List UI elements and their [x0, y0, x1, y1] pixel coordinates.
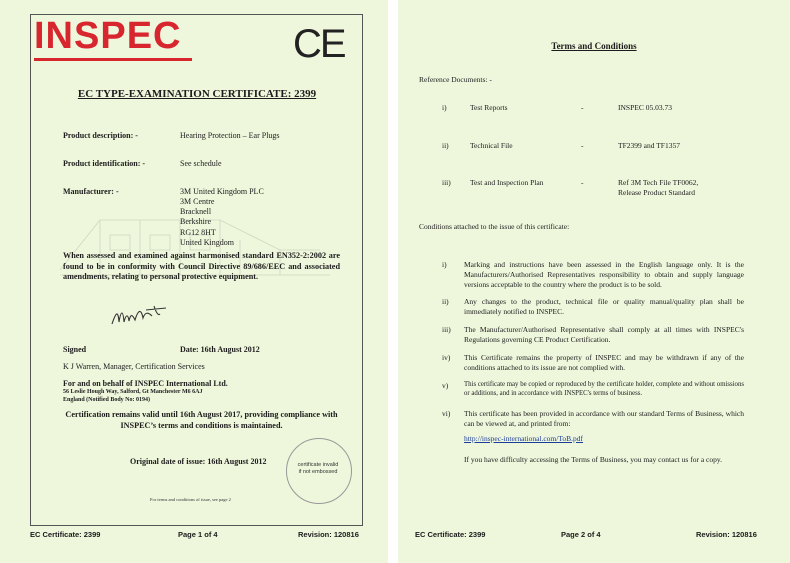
address-line: 3M United Kingdom PLC [180, 187, 264, 196]
condition-number: iv) [442, 353, 451, 362]
footer-page: Page 1 of 4 [178, 530, 218, 539]
condition-text: Marking and instructions have been assessed in the English language only. It is the Manufacturers/Authorised Representatives responsibility to obtain and supply language versions acceptable to the country where the product is to be sold. [464, 260, 744, 289]
reference-value-line2: Release Product Standard [618, 188, 696, 197]
page-gutter [388, 0, 398, 563]
condition-number: v) [442, 381, 449, 390]
address-line: Bracknell [180, 207, 212, 217]
condition-number: vi) [442, 409, 451, 418]
contact-statement: If you have difficulty accessing the Terms of Business, you may contact us for a copy. [464, 455, 723, 464]
condition-text: This Certificate remains the property of INSPEC and may be withdrawn if any of the conditions attached to its issue are not complied with. [464, 353, 744, 372]
notified-body: England (Notified Body No: 0194) [63, 397, 151, 403]
condition-number: iii) [442, 325, 451, 334]
terms-of-business-link[interactable]: http://inspec-international.com/ToB.pdf [464, 434, 584, 443]
condition-number: ii) [442, 297, 449, 306]
conformity-statement: When assessed and examined against harmonised standard EN352-2:2002 are found to be in conformity with Council Directive 89/686/EEC and associated amendments, relating to personal protective equipment. [63, 251, 340, 282]
product-description-value: Hearing Protection – Ear Plugs [180, 131, 280, 140]
certificate-title: EC TYPE-EXAMINATION CERTIFICATE: 2399 [77, 88, 317, 100]
reference-dash: - [581, 141, 584, 150]
condition-text: This certificate may be copied or reproduced by the certificate holder, complete and without omissions or additions, and in accordance with INSPEC's terms of business. [464, 381, 744, 397]
reference-number: ii) [442, 141, 449, 150]
product-identification-label: Product identification: - [63, 159, 146, 168]
condition-number: i) [442, 260, 447, 269]
condition-text: The Manufacturer/Authorised Representative shall comply at all times with INSPEC's Regulations governing CE Product Certification. [464, 325, 744, 344]
address-line: 3M Centre [180, 197, 215, 207]
signatory-name: K J Warren, Manager, Certification Services [63, 362, 205, 371]
stamp-text-line: if not embossed [298, 469, 338, 476]
reference-documents-label: Reference Documents: - [419, 75, 492, 84]
product-identification-value: See schedule [180, 159, 222, 168]
validity-statement: Certification remains valid until 16th August 2017, providing compliance with INSPEC’s terms and conditions is maintained. [65, 410, 338, 430]
footer-revision: Revision: 120816 [298, 530, 359, 539]
footer-certificate: EC Certificate: 2399 [30, 530, 101, 539]
reference-number: i) [442, 103, 447, 112]
signature-date: Date: 16th August 2012 [180, 345, 260, 354]
on-behalf-of: For and on behalf of INSPEC International Ltd. [63, 379, 228, 388]
inspec-logo: INSPEC [34, 15, 182, 57]
reference-value: Ref 3M Tech File TF0062, [618, 178, 699, 187]
stamp-text-line: certificate invalid [297, 462, 339, 468]
company-address: 56 Leslie Hough Way, Salford, Gt Manchester M6 6AJ [63, 389, 203, 395]
reference-name: Test and Inspection Plan [470, 178, 544, 187]
reference-number: iii) [442, 178, 451, 187]
reference-value: TF2399 and TF1357 [618, 141, 680, 150]
address-line: United Kingdom [180, 237, 234, 247]
terms-title: Terms and Conditions [551, 41, 637, 51]
address-line: Berkshire [180, 217, 212, 227]
footer-certificate: EC Certificate: 2399 [415, 530, 486, 539]
terms-reference: For terms and conditions of issue, see page 2 [150, 497, 231, 502]
reference-name: Technical File [470, 141, 513, 150]
reference-value: INSPEC 05.03.73 [618, 103, 672, 112]
footer-page: Page 2 of 4 [561, 530, 601, 539]
conditions-label: Conditions attached to the issue of this certificate: [419, 222, 570, 231]
reference-name: Test Reports [470, 103, 508, 112]
original-issue-date: Original date of issue: 16th August 2012 [130, 457, 267, 466]
signed-label: Signed [63, 345, 87, 354]
certificate-page-2 [398, 0, 790, 563]
certificate-page-1 [0, 0, 388, 563]
footer-revision: Revision: 120816 [696, 530, 757, 539]
product-description-label: Product description: - [63, 131, 138, 140]
condition-text: This certificate has been provided in accordance with our standard Terms of Business, which can be viewed at, and printed from: [464, 409, 744, 428]
manufacturer-label: Manufacturer: - [63, 187, 119, 196]
logo-underline [34, 58, 192, 61]
reference-dash: - [581, 178, 584, 187]
ce-mark: CE [293, 22, 345, 66]
handwritten-signature [108, 302, 178, 332]
reference-dash: - [581, 103, 584, 112]
condition-text: Any changes to the product, technical file or quality manual/quality plan shall be immediately notified to INSPEC. [464, 297, 744, 316]
address-line: RG12 8HT [180, 227, 216, 237]
stamp-text [286, 462, 350, 476]
manufacturer-address [180, 187, 264, 248]
